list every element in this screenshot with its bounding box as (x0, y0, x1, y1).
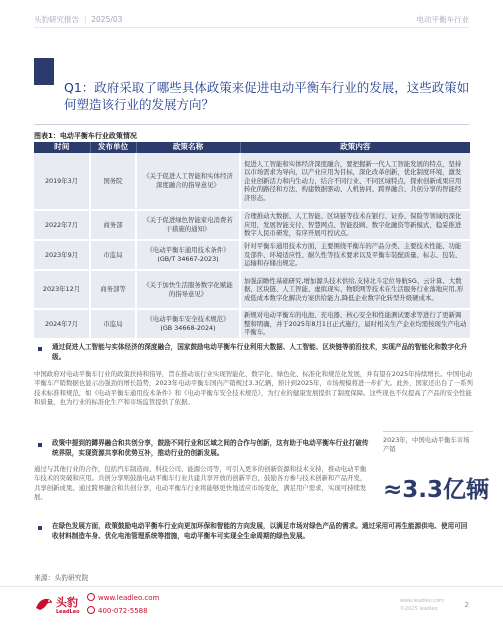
cell-policy-content: 新规对电动平衡车的电池、充电器、核心安全和性能测试要求等进行了更新调整和明确，并于2025年8月1日正式施行，届时相关生产企业均需按现生产电动平衡车。 (240, 309, 470, 339)
question-title: Q1：政府采取了哪些具体政策来促进电动平衡车行业的发展，这些政策如何塑造该行业的发展方向？ (64, 80, 470, 112)
phone-text: 400-072-5588 (98, 607, 148, 615)
figure-title: 图表1：电动平衡车行业政策情况 (34, 132, 137, 140)
col-header-name: 政策名称 (136, 142, 240, 153)
cell-time: 2024年7月 (34, 309, 90, 339)
footer-divider (0, 586, 503, 587)
cell-policy-name: 《电动平衡车通用技术条件》(GB/T 34667-2023) (136, 240, 240, 270)
accent-block (34, 58, 54, 85)
cell-policy-content: 促进人工智能和实体经济深度融合，要把握新一代人工智能发展的特点，坚持以市场需求为导向，以产业应用为目标，深化改革创新，优化制度环境，激发企业创新活力和内生动力，结合不同行业、不同区域特点，探索创新成果应用转化的路径和方法，构建数据驱动、人机协同、跨界融合、共创分享的智能经济形态。 (240, 153, 470, 210)
cell-policy-name: 《电动平衡车安全技术规范》(GB 34668-2024) (136, 309, 240, 339)
bullet-text: 通过促进人工智能与实体经济的深度融合，国家鼓励电动平衡车行业利用大数据、人工智能、区块链等前沿技术，实现产品的智能化和数字化升级。 (52, 343, 468, 361)
body-paragraph: 通过与其他行业的合作，包括汽车制造商、科技公司、能源公司等，可引入更多的创新资源和技术支持，推动电动平衡车技术的突破和应用。共创分享则鼓励电动平衡车行业共建共享开放的创新平台，鼓励各方参与技术创新和产品开发，共享创新成果。通过跨界融合和共创分享，电动平衡车行业将能够更快地适应市场变化，满足用户需求，实现可持续发展。 (34, 465, 367, 502)
phone-icon (87, 606, 95, 614)
table-row (34, 210, 470, 240)
source-note: 来源：头豹研究院 (34, 574, 89, 582)
table-row (34, 270, 470, 309)
cell-policy-content: 针对平衡车通用技术方面，主要围绕平衡车的产品分类、主要技术性能、功能及部件、环境适应性、耐久性等技术要求以及平衡车装配质量、标志、包装、运输和存储出规定。 (240, 240, 470, 270)
side-divider (383, 431, 473, 432)
cell-policy-content: 合理推动大数据、人工智能、区块链等技术在银行、证券、保险等领域的深化应用，发展智能支付、智慧网点、智能投顾、数字化融资等新模式，稳妥推进数字人民币研发，有序开展可控试点。 (240, 210, 470, 240)
bullet-text: 政策中提到的蹲界融合和共创分享，鼓励不同行业和区域之间的合作与创新，这有助于电动平衡车行业打破传统界限，实现资源共享和优势互补，推动行业的创新发展。 (52, 439, 369, 457)
brand-name-en: LeadLeo (56, 609, 80, 615)
stat-value: ≈3.3亿辆 (383, 477, 490, 503)
bullet-text: 在绿色发展方面，政策鼓励电动平衡车行业向更加环保和智能的方向发展，以满足市场对绿色产品的需求。通过采用可再生能源供电、使用可回收材料制造车身、优化电池管理系统等措施，电动平衡车可实现全生命周期的绿色发展。 (52, 522, 468, 540)
page-number: 2 (464, 601, 469, 609)
header-right: 电动平衡车行业 (416, 15, 469, 24)
col-header-time: 时间 (34, 142, 90, 153)
globe-icon (87, 593, 95, 601)
brand-name: 头豹 (56, 596, 78, 609)
table-row (34, 153, 470, 210)
website-text: www.leadleo.com (98, 594, 160, 602)
cell-policy-content: 加强前瞻性基础研究,增加源头技术供给,支持北斗定位导航5G、云计算、大数据、区块链、人工智能、虚拟现实、物联网等技术在生活服务行业落地应用,形成低成本数字化解决方案供给能力,降低企业数字化转型升级硬成本。 (240, 270, 470, 309)
phone-link[interactable] (87, 606, 148, 615)
cell-policy-name: 《关于促进人工智能和实体经济深度融合的指导意见》 (136, 153, 240, 210)
table-row (34, 309, 470, 339)
cell-issuer: 商务部等 (90, 270, 136, 309)
cell-time: 2022年7月 (34, 210, 90, 240)
cell-time: 2023年9月 (34, 240, 90, 270)
table-header-row (34, 142, 470, 153)
title-divider (34, 124, 469, 125)
footer-copyright: ©2025 leadleo (400, 606, 438, 612)
col-header-content: 政策内容 (240, 142, 470, 153)
cell-issuer: 市监局 (90, 240, 136, 270)
cell-issuer: 市监局 (90, 309, 136, 339)
header-divider (34, 27, 469, 28)
leopard-logo-icon (34, 594, 54, 614)
cell-issuer: 商务部 (90, 210, 136, 240)
website-link[interactable] (87, 593, 159, 602)
bullet-marker (38, 443, 42, 447)
cell-issuer: 国务院 (90, 153, 136, 210)
policy-table (34, 142, 470, 340)
footer-small-site: www.leadleo.com (400, 598, 444, 604)
cell-time: 2019年3月 (34, 153, 90, 210)
stat-caption: 2023年，中国电动平衡车市场产销 (383, 436, 470, 453)
bullet-marker (38, 347, 42, 351)
cell-policy-name: 《关于促进绿色智能家电消费若干措施的通知》 (136, 210, 240, 240)
bullet-marker (38, 526, 42, 530)
col-header-issuer: 发布单位 (90, 142, 136, 153)
table-row (34, 240, 470, 270)
cell-policy-name: 《关于加快生活服务数字化赋能的指导意见》 (136, 270, 240, 309)
header-left: 头豹研究报告 ｜ 2025/03 (34, 15, 123, 24)
cell-time: 2023年12月 (34, 270, 90, 309)
body-paragraph: 中国政府对电动平衡车行业的政策扶持和指导，旨在推动该行业实现智能化、数字化、绿色化、标准化和规范化发展，并有望在2025年持续增长。中国电动平衡车产销数据也显示出强劲的增长趋势，2023年电动平衡车国内产销规过3.3亿辆，预计到2025年，市场规模将进一步扩大。此外，国家还出台了一系列技术标准和规范，如《电动平衡车通用技术条件》和《电动平衡车安全技术规范》，为行业的健康发展提供了制度保障。这些现也不仅提高了产品的安全性能和质量，也为行业的标准化生产和市场监管提供了依据。 (34, 370, 473, 407)
